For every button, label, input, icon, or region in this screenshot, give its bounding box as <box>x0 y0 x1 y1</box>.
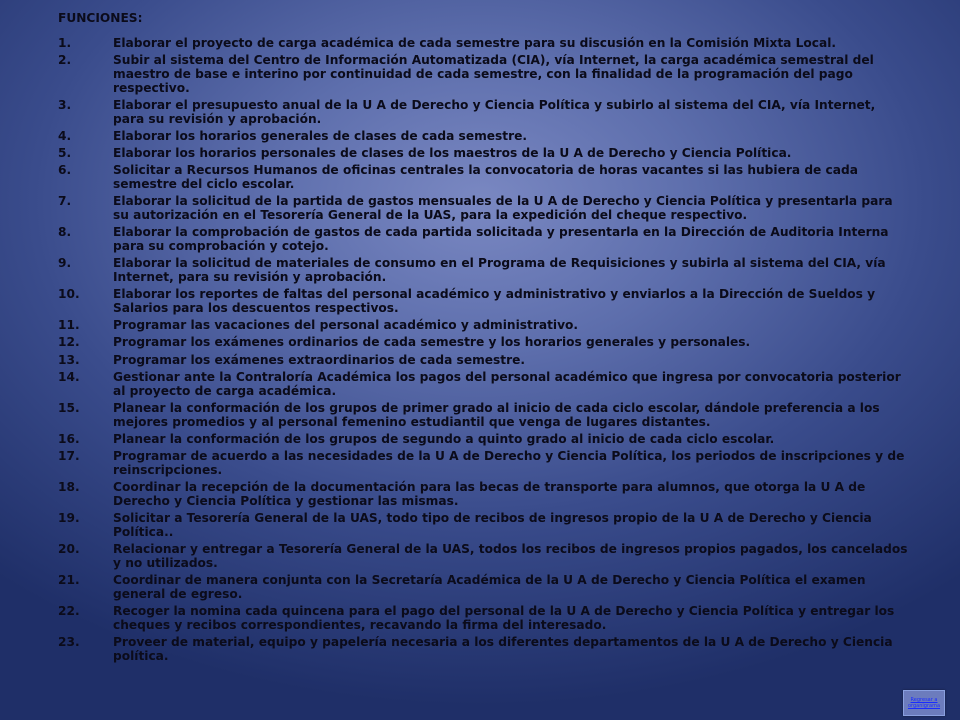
heading-funciones: FUNCIONES: <box>58 11 143 25</box>
item-text: Elaborar el presupuesto anual de la U A de Derecho y Ciencia Política y subirlo al sistema del CIA, vía Internet, para su revisión y aprobación. <box>113 97 876 126</box>
return-link-line2[interactable]: organigrama <box>907 703 941 709</box>
item-text: Elaborar los horarios generales de clases de cada semestre. <box>113 128 528 143</box>
list-item <box>58 371 908 399</box>
list-item <box>58 433 908 447</box>
list-item <box>58 288 908 316</box>
list-item <box>58 54 908 95</box>
list-item <box>58 450 908 478</box>
item-text: Programar los exámenes extraordinarios de cada semestre. <box>113 352 526 367</box>
item-number: 20. <box>58 541 80 556</box>
item-text: Elaborar los reportes de faltas del personal académico y administrativo y enviarlos a la Dirección de Sueldos y Salarios para los descuentos respectivos. <box>113 287 876 316</box>
item-text: Planear la conformación de los grupos de primer grado al inicio de cada ciclo escolar, dándole preferencia a los mejores promedios y al personal femenino estudiantil que venga de lugares distantes. <box>113 400 880 429</box>
list-item <box>58 164 908 192</box>
item-number: 19. <box>58 510 80 525</box>
list-item <box>58 195 908 223</box>
list-item <box>58 336 908 350</box>
list-item <box>58 99 908 127</box>
return-to-organigram-button[interactable] <box>903 690 945 716</box>
item-text: Proveer de material, equipo y papelería necesaria a los diferentes departamentos de la U A de Derecho y Ciencia política. <box>113 634 893 663</box>
item-text: Elaborar la solicitud de materiales de consumo en el Programa de Requisiciones y subirla al sistema del CIA, vía Internet, para su revisión y aprobación. <box>113 256 886 285</box>
item-text: Programar las vacaciones del personal académico y administrativo. <box>113 318 579 333</box>
item-text: Coordinar la recepción de la documentación para las becas de transporte para alumnos, que otorga la U A de Derecho y Ciencia Política y gestionar las mismas. <box>113 479 866 508</box>
item-number: 9. <box>58 256 72 271</box>
functions-list <box>58 37 908 663</box>
list-item <box>58 147 908 161</box>
list-item <box>58 37 908 51</box>
item-number: 10. <box>58 287 80 302</box>
list-item <box>58 130 908 144</box>
list-item <box>58 574 908 602</box>
item-text: Subir al sistema del Centro de Información Automatizada (CIA), vía Internet, la carga académica semestral del maestro de base e interino por continuidad de cada semestre, con la finalidad de la programación del pago respectivo. <box>113 53 874 95</box>
item-text: Programar de acuerdo a las necesidades de la U A de Derecho y Ciencia Política, los periodos de inscripciones y de reinscripciones. <box>113 448 905 477</box>
item-number: 22. <box>58 603 80 618</box>
item-number: 11. <box>58 318 80 333</box>
list-item <box>58 226 908 254</box>
item-text: Recoger la nomina cada quincena para el pago del personal de la U A de Derecho y Ciencia Política y entregar los cheques y recibos correspondientes, recavando la firma del interesado. <box>113 603 895 632</box>
item-text: Programar los exámenes ordinarios de cada semestre y los horarios generales y personales. <box>113 335 751 350</box>
list-item <box>58 319 908 333</box>
item-number: 4. <box>58 128 72 143</box>
item-number: 16. <box>58 431 80 446</box>
list-item <box>58 543 908 571</box>
item-number: 23. <box>58 634 80 649</box>
item-text: Relacionar y entregar a Tesorería General de la UAS, todos los recibos de ingresos propios pagados, los cancelados y no utilizados. <box>113 541 908 570</box>
list-item <box>58 257 908 285</box>
item-text: Elaborar la solicitud de la partida de gastos mensuales de la U A de Derecho y Ciencia Política y presentarla para su autorización en el Tesorería General de la UAS, para la expedición del cheque respectivo. <box>113 194 893 223</box>
list-item <box>58 512 908 540</box>
item-text: Solicitar a Recursos Humanos de oficinas centrales la convocatoria de horas vacantes si las hubiera de cada semestre del ciclo escolar. <box>113 163 858 192</box>
list-item <box>58 402 908 430</box>
list-item <box>58 481 908 509</box>
item-number: 7. <box>58 194 72 209</box>
item-number: 12. <box>58 335 80 350</box>
item-number: 15. <box>58 400 80 415</box>
item-number: 3. <box>58 97 72 112</box>
item-number: 1. <box>58 36 72 50</box>
item-text: Elaborar los horarios personales de clases de los maestros de la U A de Derecho y Ciencia Política. <box>113 146 792 161</box>
item-number: 18. <box>58 479 80 494</box>
item-number: 2. <box>58 53 72 68</box>
list-item <box>58 354 908 368</box>
item-text: Elaborar la comprobación de gastos de cada partida solicitada y presentarla en la Dirección de Auditoria Interna para su comprobación y cotejo. <box>113 225 889 254</box>
item-text: Coordinar de manera conjunta con la Secretaría Académica de la U A de Derecho y Ciencia Política el examen general de egreso. <box>113 572 866 601</box>
list-item <box>58 636 908 664</box>
item-text: Gestionar ante la Contraloría Académica los pagos del personal académico que ingresa por convocatoria posterior al proyecto de carga académica. <box>113 369 901 398</box>
item-number: 13. <box>58 352 80 367</box>
item-text: Planear la conformación de los grupos de segundo a quinto grado al inicio de cada ciclo escolar. <box>113 431 775 446</box>
item-number: 6. <box>58 163 72 178</box>
item-text: Elaborar el proyecto de carga académica de cada semestre para su discusión en la Comisión Mixta Local. <box>113 36 837 50</box>
item-text: Solicitar a Tesorería General de la UAS, todo tipo de recibos de ingresos propio de la U A de Derecho y Ciencia Política.. <box>113 510 872 539</box>
item-number: 17. <box>58 448 80 463</box>
list-item <box>58 605 908 633</box>
slide-content <box>58 10 908 667</box>
item-number: 8. <box>58 225 72 240</box>
item-number: 5. <box>58 146 72 161</box>
item-number: 14. <box>58 369 80 384</box>
return-link-line1[interactable]: Regresar a <box>910 697 938 703</box>
item-number: 21. <box>58 572 80 587</box>
